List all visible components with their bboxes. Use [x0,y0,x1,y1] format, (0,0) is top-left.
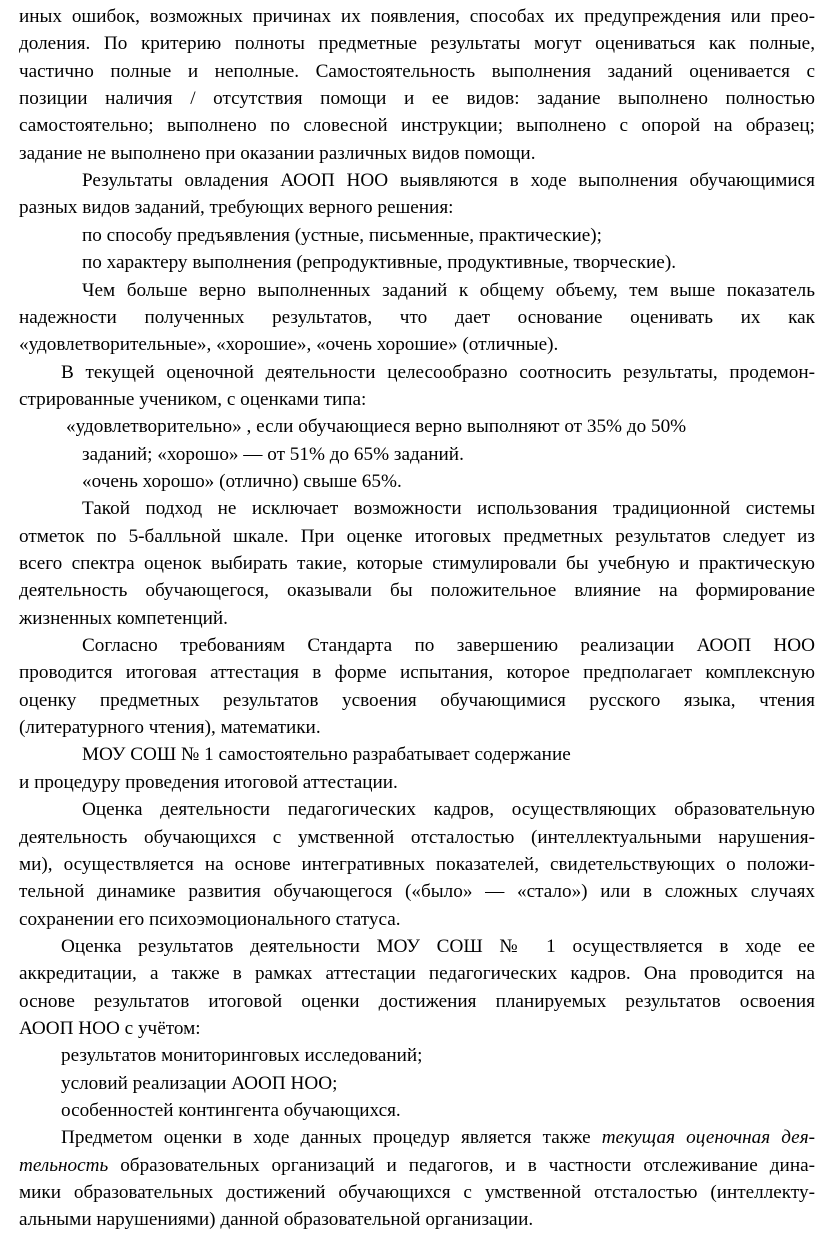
text-line: «удовлетворительно» , если обучающиеся верно выполняют от 35% до 50% [66,416,687,438]
text-run: образовательных организаций и педагогов, и в частности отслеживание дина- [108,1154,815,1176]
text-line: деятельность обучающегося, оказывали бы положительное влияние на формирование [19,580,815,602]
text-line: основе результатов итоговой оценки достижения планируемых результатов освоения [19,990,815,1012]
text-line: условий реализации АООП НОО; [61,1072,338,1094]
text-line: Оценка деятельности педагогических кадров, осуществляющих образовательную [82,799,815,821]
text-line: проводится итоговая аттестация в форме испытания, которое предполагает комплексную [19,662,815,684]
text-line: результатов мониторинговых исследований; [61,1045,423,1067]
text-line: по характеру выполнения (репродуктивные, продуктивные, творческие). [82,252,677,274]
text-line: «очень хорошо» (отлично) свыше 65%. [82,470,402,492]
text-line: Такой подход не исключает возможности использования традиционной системы [82,498,815,520]
text-line: стрированные учеником, с оценками типа: [19,388,367,410]
text-line: разных видов заданий, требующих верного решения: [19,197,454,219]
text-line: задание не выполнено при оказании различных видов помощи. [19,142,536,164]
italic-text: тельность [19,1154,109,1176]
text-line: деятельность обучающихся с умственной отсталостью (интеллектуальными нарушения- [19,826,815,848]
italic-text: текущая оценочная дея- [601,1127,816,1149]
text-line: «удовлетворительные», «хорошие», «очень хорошие» (отличные). [19,334,559,356]
text-run: Предметом оценки в ходе данных процедур является также [61,1127,602,1149]
text-line: доления. По критерию полноты предметные результаты могут оцениваться как полные, [19,33,815,55]
text-line: МОУ СОШ № 1 самостоятельно разрабатывает содержание [82,744,571,766]
text-line: частично полные и неполные. Самостоятельность выполнения заданий оценивается с [19,60,815,82]
text-line [19,1124,815,1151]
text-line: Результаты овладения АООП НОО выявляются в ходе выполнения обучающимися [82,170,815,192]
text-line: тельной динамике развития обучающегося («было» — «стало») или в сложных случаях [19,881,815,903]
text-line: сохранении его психоэмоционального статуса. [19,908,401,930]
text-line: ми), осуществляется на основе интегративных показателей, свидетельствующих о положи- [19,853,815,875]
text-line: В текущей оценочной деятельности целесообразно соотносить результаты, продемон- [61,361,815,383]
text-line: (литературного чтения), математики. [19,717,321,739]
text-line: самостоятельно; выполнено по словесной инструкции; выполнено с опорой на образец; [19,115,815,137]
text-line: и процедуру проведения итоговой аттестации. [19,771,398,793]
text-line: Чем больше верно выполненных заданий к общему объему, тем выше показатель [82,279,815,301]
text-line: по способу предъявления (устные, письменные, практические); [82,224,602,246]
text-line: мики образовательных достижений обучающихся с умственной отсталостью (интеллекту- [19,1182,815,1204]
text-line: Согласно требованиям Стандарта по завершению реализации АООП НОО [82,635,815,657]
text-line: позиции наличия / отсутствия помощи и ее видов: задание выполнено полностью [19,88,815,110]
text-line: всего спектра оценок выбирать такие, которые стимулировали бы учебную и практическую [19,553,815,574]
text-line: отметок по 5-балльной шкале. При оценке итоговых предметных результатов следует из [19,525,815,547]
text-line: Оценка результатов деятельности МОУ СОШ № 1 осуществляется в ходе ее [61,935,815,957]
text-line: оценку предметных результатов усвоения обучающимися русского языка, чтения [19,689,815,711]
text-line [19,1152,815,1179]
text-line: аккредитации, а также в рамках аттестации педагогических кадров. Она проводится на [19,963,815,985]
text-line: альными нарушениями) данной образовательной организации. [19,1209,534,1231]
text-line: жизненных компетенций. [19,607,228,629]
text-line: иных ошибок, возможных причинах их появления, способах их предупреждения или прео- [19,6,815,27]
text-line: заданий; «хорошо» — от 51% до 65% заданий. [82,443,464,465]
text-line: надежности полученных результатов, что дает основание оценивать их как [19,306,815,328]
text-line: особенностей контингента обучающихся. [61,1100,401,1121]
text-line: АООП НОО с учётом: [19,1017,201,1039]
